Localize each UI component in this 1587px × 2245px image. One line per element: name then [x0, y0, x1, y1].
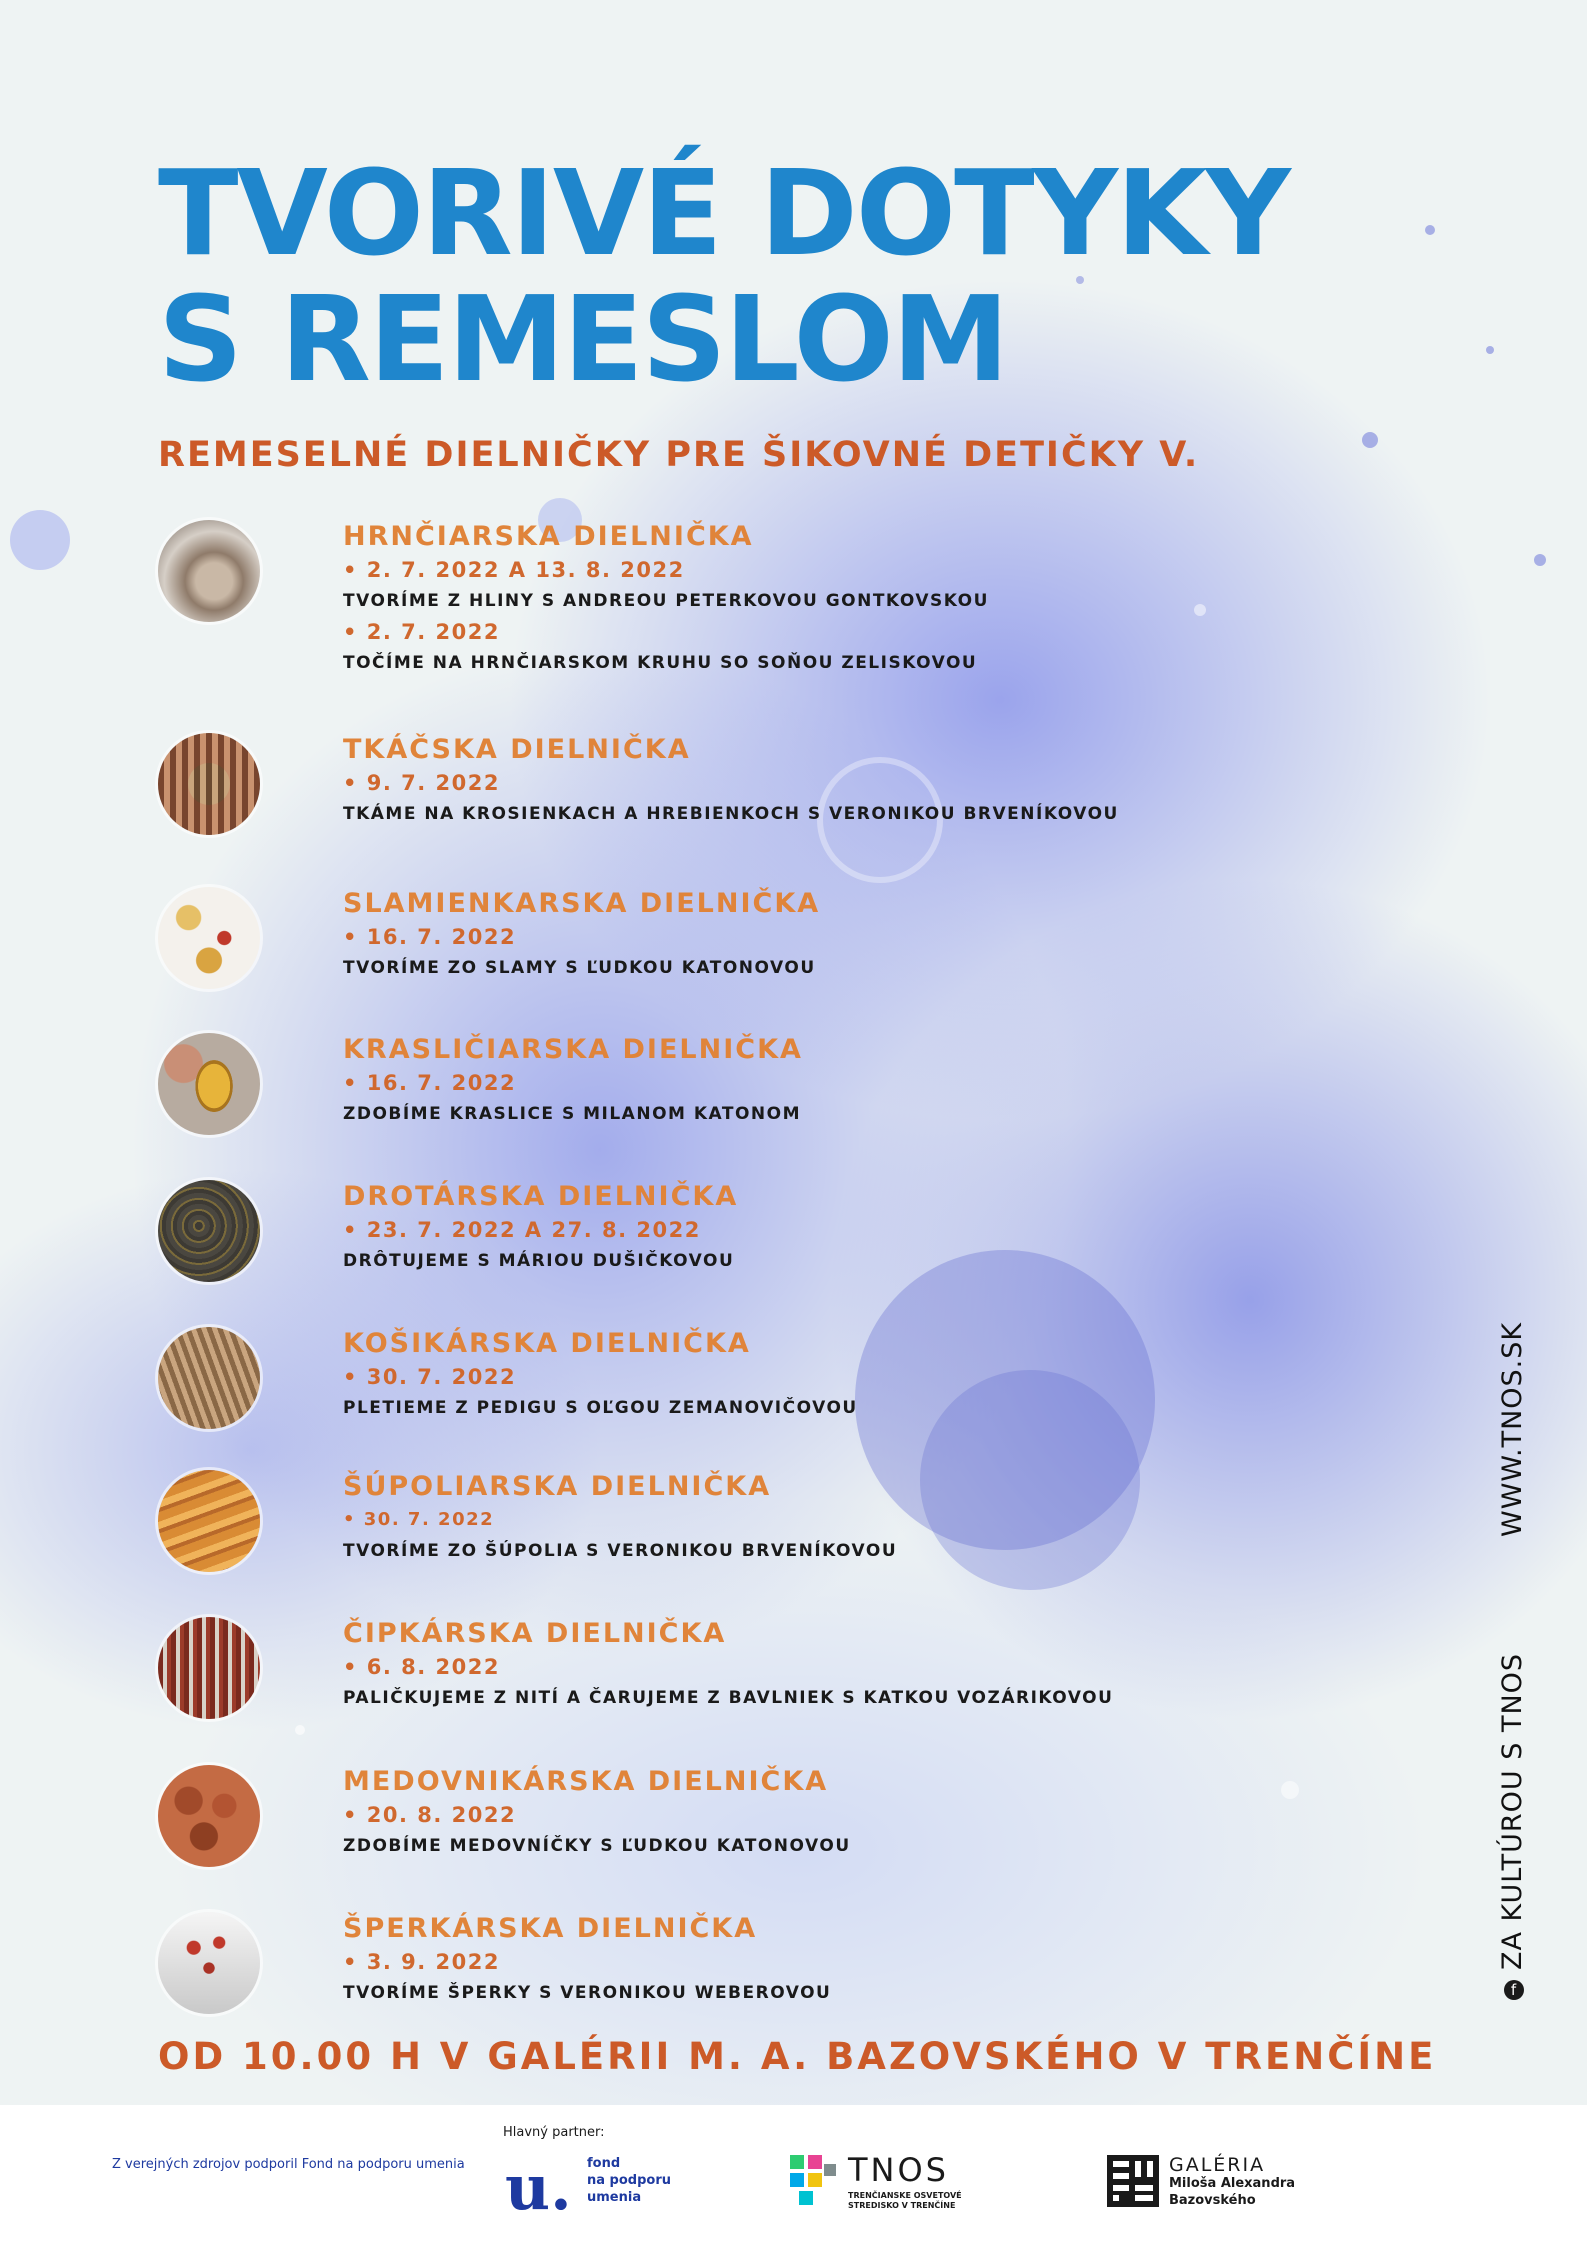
wire-photo: [158, 1180, 260, 1282]
workshop-name: ŠÚPOLIARSKA DIELNIČKA: [343, 1471, 772, 1502]
corn-husk-photo: [158, 1470, 260, 1572]
workshop-name: SLAMIENKARSKA DIELNIČKA: [343, 888, 821, 919]
jewelry-photo: [158, 1912, 260, 2014]
fond-logo-icon: u.: [505, 2151, 572, 2224]
gallery-logo-icon: [1107, 2155, 1159, 2207]
website-link[interactable]: WWW.TNOS.SK: [1497, 1321, 1528, 1537]
tnos-name: TNOS: [848, 2151, 949, 2189]
weaving-photo: [158, 733, 260, 835]
lace-photo: [158, 1617, 260, 1719]
egg-decorating-photo: [158, 1033, 260, 1135]
workshop-name: TKÁČSKA DIELNIČKA: [343, 734, 691, 765]
support-note: Z verejných zdrojov podporil Fond na podporu umenia: [112, 2157, 465, 2172]
workshop-name: KRASLIČIARSKA DIELNIČKA: [343, 1034, 803, 1065]
workshop-date: • 16. 7. 2022: [343, 925, 517, 949]
title-line-2: S REMESLOM: [158, 270, 1008, 408]
page-subtitle: REMESELNÉ DIELNIČKY PRE ŠIKOVNÉ DETIČKY V.: [158, 435, 1200, 475]
tnos-logo-icon: [790, 2155, 838, 2205]
workshop-description: ZDOBÍME MEDOVNÍČKY S ĽUDKOU KATONOVOU: [343, 1836, 851, 1856]
workshop-description: PLETIEME Z PEDIGU S OĽGOU ZEMANOVIČOVOU: [343, 1398, 858, 1418]
straw-photo: [158, 887, 260, 989]
workshop-description: TVORÍME ZO SLAMY S ĽUDKOU KATONOVOU: [343, 958, 816, 978]
workshop-name: KOŠIKÁRSKA DIELNIČKA: [343, 1328, 751, 1359]
workshop-name: ČIPKÁRSKA DIELNIČKA: [343, 1618, 727, 1649]
workshop-date: • 16. 7. 2022: [343, 1071, 517, 1095]
workshop-description: TOČÍME NA HRNČIARSKOM KRUHU SO SOŇOU ZELISKOVOU: [343, 653, 978, 673]
venue-text: OD 10.00 H V GALÉRII M. A. BAZOVSKÉHO V TRENČÍNE: [158, 2035, 1437, 2078]
gallery-text: GALÉRIA Miloša Alexandra Bazovského: [1169, 2154, 1296, 2208]
title-line-1: TVORIVÉ DOTYKY: [158, 144, 1289, 282]
workshop-description: PALIČKUJEME Z NITÍ A ČARUJEME Z BAVLNIEK S KATKOU VOZÁRIKOVOU: [343, 1688, 1114, 1708]
partner-label: Hlavný partner:: [503, 2125, 605, 2140]
workshop-date: • 6. 8. 2022: [343, 1655, 500, 1679]
workshop-name: HRNČIARSKA DIELNIČKA: [343, 521, 754, 552]
workshop-date: • 30. 7. 2022: [343, 1509, 495, 1530]
workshop-date: • 30. 7. 2022: [343, 1365, 517, 1389]
workshop-date: • 9. 7. 2022: [343, 771, 500, 795]
workshop-date: • 23. 7. 2022 A 27. 8. 2022: [343, 1218, 701, 1242]
workshop-description: TVORÍME Z HLINY S ANDREOU PETERKOVOU GONTKOVSKOU: [343, 591, 989, 611]
workshop-description: DRÔTUJEME S MÁRIOU DUŠIČKOVOU: [343, 1251, 735, 1271]
workshop-description: TVORÍME ŠPERKY S VERONIKOU WEBEROVOU: [343, 1983, 832, 2003]
workshop-description: TKÁME NA KROSIENKACH A HREBIENKOCH S VERONIKOU BRVENÍKOVOU: [343, 804, 1119, 824]
facebook-link[interactable]: [1497, 1653, 1528, 2000]
workshop-description: ZDOBÍME KRASLICE S MILANOM KATONOM: [343, 1104, 802, 1124]
workshop-name: MEDOVNIKÁRSKA DIELNIČKA: [343, 1766, 829, 1797]
tnos-subtitle: TRENČIANSKE OSVETOVÉ STREDISKO V TRENČÍNE: [848, 2191, 962, 2210]
footer: [0, 2105, 1587, 2245]
fond-logo-text: fond na podporu umenia: [587, 2156, 671, 2205]
facebook-icon: f: [1504, 1980, 1524, 2000]
workshop-date: • 20. 8. 2022: [343, 1803, 517, 1827]
workshop-date: • 3. 9. 2022: [343, 1950, 500, 1974]
workshop-name: ŠPERKÁRSKA DIELNIČKA: [343, 1913, 758, 1944]
workshop-name: DROTÁRSKA DIELNIČKA: [343, 1181, 739, 1212]
workshop-date: • 2. 7. 2022: [343, 620, 500, 644]
pottery-photo: [158, 520, 260, 622]
workshop-date: • 2. 7. 2022 A 13. 8. 2022: [343, 558, 685, 582]
workshop-description: TVORÍME ZO ŠÚPOLIA S VERONIKOU BRVENÍKOVOU: [343, 1541, 898, 1561]
gingerbread-photo: [158, 1765, 260, 1867]
basketry-photo: [158, 1327, 260, 1429]
facebook-label: ZA KULTÚROU S TNOS: [1497, 1652, 1528, 1970]
page-title: [158, 144, 1289, 408]
